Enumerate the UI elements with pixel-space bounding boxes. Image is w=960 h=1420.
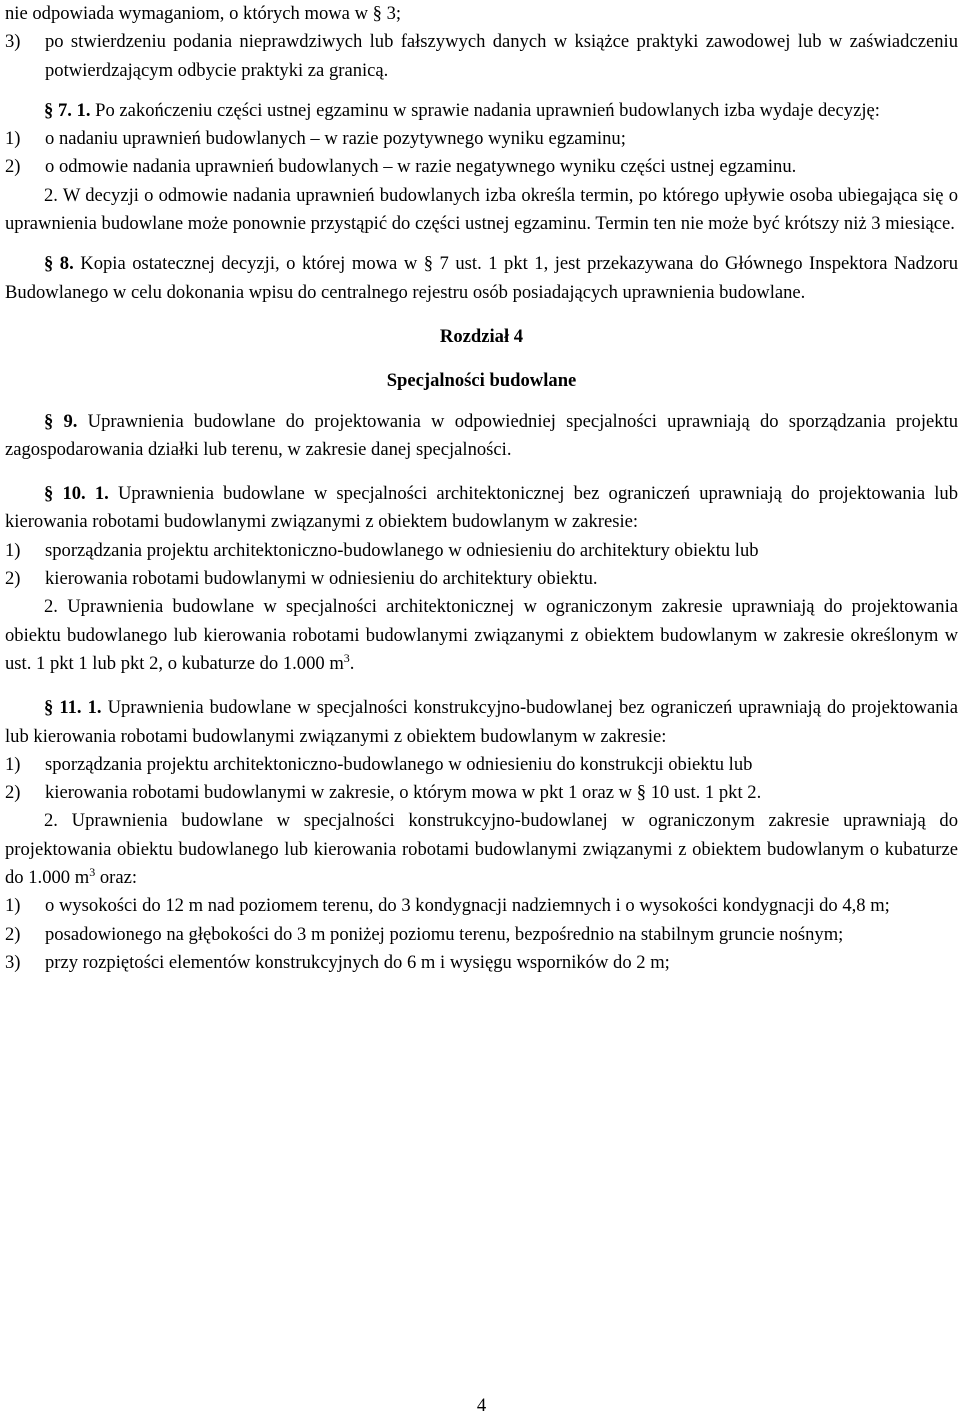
list-item: 3) przy rozpiętości elementów konstrukcyjnych do 6 m i wysięgu wsporników do 2 m; [5, 951, 670, 973]
list-item: 2) kierowania robotami budowlanymi w odniesieniu do architektury obiektu. [5, 568, 598, 590]
list-item: 1) sporządzania projektu architektoniczno-budowlanego w odniesieniu do konstrukcji obiektu lub [5, 753, 753, 775]
chapter-title: Rozdział 4 [439, 325, 524, 347]
chapter-subtitle: Specjalności budowlane [386, 370, 577, 392]
section-number: § 11. 1. [44, 697, 102, 719]
list-item: 2) posadowionego na głębokości do 3 m poniżej poziomu terenu, bezpośrednio na stabilnym gruncie nośnym; [5, 923, 844, 945]
section-number: § 10. 1. [44, 483, 109, 505]
paragraph: nie odpowiada wymaganiom, o których mowa w § 3; [5, 3, 402, 24]
section-number: § 9. [44, 410, 78, 432]
list-item: 2) o odmowie nadania uprawnień budowlanych – w razie negatywnego wyniku części ustnej egzaminu. [5, 156, 797, 178]
section-9-paragraph: § 9. Uprawnienia budowlane do projektowania w odpowiedniej specjalności uprawniają do sporządzania projektu zagospodarowania działki lub terenu, w zakresie danej specjalności. [5, 410, 958, 460]
list-item: 1) o wysokości do 12 m nad poziomem terenu, do 3 kondygnacji nadziemnych i o wysokości kondygnacji do 4,8 m; [5, 895, 890, 917]
section-10-paragraph-1: § 10. 1. Uprawnienia budowlane w specjalności architektonicznej bez ograniczeń uprawniają do projektowania lub kierowania robotami budowlanymi związanymi z obiektem budowlanym w zakresie: [5, 483, 959, 533]
list-item: 2) kierowania robotami budowlanymi w zakresie, o którym mowa w pkt 1 oraz w § 10 ust. 1 pkt 2. [5, 782, 762, 804]
page-number: 4 [476, 1395, 487, 1416]
section-7-paragraph-2: 2. W decyzji o odmowie nadania uprawnień budowlanych izba określa termin, po którego upływie osoba ubiegająca się o uprawnienia budowlane może ponownie przystąpić do części ustnej egzaminu. Termin ten nie może być krótszy niż 3 miesiące. [5, 184, 958, 235]
section-number: § 7. 1. [44, 99, 91, 121]
section-7-paragraph-1: § 7. 1. Po zakończeniu części ustnej egzaminu w sprawie nadania uprawnień budowlanych izba wydaje decyzję: [44, 99, 880, 121]
section-11-paragraph-2: 2. Uprawnienia budowlane w specjalności konstrukcyjno-budowlanej w ograniczonym zakresie uprawniają do projektowania obiektu budowlanego lub kierowania robotami budowlanymi związanymi z obiektem budowlanym o kubaturze do 1.000 $m^3$ oraz: [5, 810, 958, 889]
list-item: 1) o nadaniu uprawnień budowlanych – w razie pozytywnego wyniku egzaminu; [5, 128, 626, 150]
document-page [5, 0, 958, 1420]
list-item: 1) sporządzania projektu architektoniczno-budowlanego w odniesieniu do architektury obiektu lub [5, 539, 759, 561]
section-8-paragraph: § 8. Kopia ostatecznej decyzji, o której mowa w § 7 ust. 1 pkt 1, jest przekazywana do Głównego Inspektora Nadzoru Budowlanego w celu dokonania wpisu do centralnego rejestru osób posiadających uprawnienia budowlane. [5, 253, 959, 303]
section-10-paragraph-2: 2. Uprawnienia budowlane w specjalności architektonicznej w ograniczonym zakresie uprawniają do projektowania obiektu budowlanego lub kierowania robotami budowlanymi związanymi z obiektem budowlanym w zakresie określonym w ust. 1 pkt 1 lub pkt 2, o kubaturze do 1.000 $m^3$. [5, 596, 958, 674]
section-11-paragraph-1: § 11. 1. Uprawnienia budowlane w specjalności konstrukcyjno-budowlanej bez ograniczeń uprawniają do projektowania lub kierowania robotami budowlanymi związanymi z obiektem budowlanym w zakresie: [5, 697, 958, 747]
section-number: § 8. [44, 253, 74, 275]
list-item: 3) po stwierdzeniu podania nieprawdziwych lub fałszywych danych w książce praktyki zawodowej lub w zaświadczeniu potwierdzającym odbycie praktyki za granicą. [5, 31, 958, 81]
